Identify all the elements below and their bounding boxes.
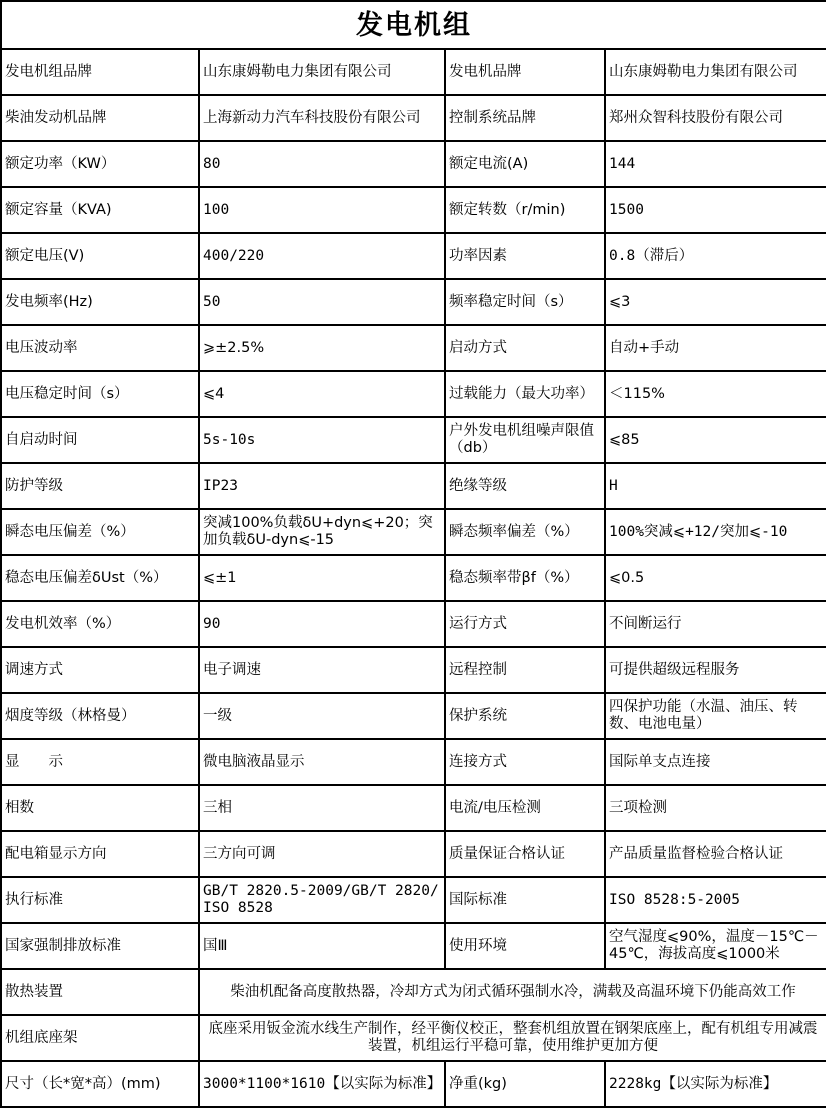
spec-value-cell: 2228kg【以实际为标准】 bbox=[605, 1061, 826, 1107]
spec-value-cell: 1500 bbox=[605, 187, 826, 233]
table-row bbox=[1, 647, 826, 693]
spec-label-cell: 自启动时间 bbox=[1, 417, 199, 463]
spec-label-cell: 户外发电机组噪声限值（db） bbox=[445, 417, 605, 463]
spec-label-cell: 机组底座架 bbox=[1, 1015, 199, 1061]
spec-label-cell: 频率稳定时间（s） bbox=[445, 279, 605, 325]
spec-label-cell: 发电机效率（%） bbox=[1, 601, 199, 647]
spec-value-cell: 上海新动力汽车科技股份有限公司 bbox=[199, 95, 445, 141]
spec-value-cell: 可提供超级远程服务 bbox=[605, 647, 826, 693]
spec-value-cell: IP23 bbox=[199, 463, 445, 509]
table-row bbox=[1, 1015, 826, 1061]
table-row bbox=[1, 95, 826, 141]
table-row bbox=[1, 555, 826, 601]
spec-value-cell: ⩽85 bbox=[605, 417, 826, 463]
table-row bbox=[1, 463, 826, 509]
spec-label-cell: 散热装置 bbox=[1, 969, 199, 1015]
spec-label-cell: 防护等级 bbox=[1, 463, 199, 509]
spec-value-cell: 100 bbox=[199, 187, 445, 233]
table-row bbox=[1, 739, 826, 785]
spec-value-cell: 三相 bbox=[199, 785, 445, 831]
spec-value-cell: 100%突减⩽+12/突加⩽-10 bbox=[605, 509, 826, 555]
spec-label-cell: 绝缘等级 bbox=[445, 463, 605, 509]
spec-value-cell: 四保护功能（水温、油压、转数、电池电量） bbox=[605, 693, 826, 739]
spec-value-cell: 突减100%负载δU+dyn⩽+20；突加负载δU-dyn⩽-15 bbox=[199, 509, 445, 555]
spec-label-cell: 柴油发动机品牌 bbox=[1, 95, 199, 141]
spec-label-cell: 配电箱显示方向 bbox=[1, 831, 199, 877]
spec-value-cell: ⩾±2.5% bbox=[199, 325, 445, 371]
spec-label-cell: 相数 bbox=[1, 785, 199, 831]
spec-value-cell: 山东康姆勒电力集团有限公司 bbox=[199, 49, 445, 95]
spec-label-cell: 连接方式 bbox=[445, 739, 605, 785]
spec-value-cell: ⩽±1 bbox=[199, 555, 445, 601]
spec-label-cell: 额定转数（r/min) bbox=[445, 187, 605, 233]
spec-label-cell: 国际标准 bbox=[445, 877, 605, 923]
spec-label-cell: 额定容量（KVA) bbox=[1, 187, 199, 233]
table-row bbox=[1, 785, 826, 831]
table-row bbox=[1, 923, 826, 969]
spec-label-cell: 额定电流(A) bbox=[445, 141, 605, 187]
spec-label-cell: 烟度等级（林格曼） bbox=[1, 693, 199, 739]
spec-label-cell: 发电机组品牌 bbox=[1, 49, 199, 95]
table-row bbox=[1, 693, 826, 739]
spec-label-cell: 执行标准 bbox=[1, 877, 199, 923]
spec-value-cell: 微电脑液晶显示 bbox=[199, 739, 445, 785]
spec-label-cell: 调速方式 bbox=[1, 647, 199, 693]
table-row bbox=[1, 371, 826, 417]
spec-label-cell: 运行方式 bbox=[445, 601, 605, 647]
table-row bbox=[1, 877, 826, 923]
spec-label-cell: 显 示 bbox=[1, 739, 199, 785]
spec-label-cell: 额定电压(V) bbox=[1, 233, 199, 279]
table-row bbox=[1, 601, 826, 647]
spec-label-cell: 稳态电压偏差δUst（%） bbox=[1, 555, 199, 601]
table-row bbox=[1, 187, 826, 233]
spec-label-cell: 发电频率(Hz) bbox=[1, 279, 199, 325]
spec-value-cell: 80 bbox=[199, 141, 445, 187]
table-title: 发电机组 bbox=[1, 1, 826, 49]
table-row bbox=[1, 417, 826, 463]
spec-label-cell: 保护系统 bbox=[445, 693, 605, 739]
table-row bbox=[1, 49, 826, 95]
spec-value-cell: ISO 8528:5-2005 bbox=[605, 877, 826, 923]
spec-value-cell: 0.8（滞后） bbox=[605, 233, 826, 279]
spec-label-cell: 瞬态电压偏差（%） bbox=[1, 509, 199, 555]
spec-value-cell: 144 bbox=[605, 141, 826, 187]
table-row bbox=[1, 831, 826, 877]
spec-value-cell: 国际单支点连接 bbox=[605, 739, 826, 785]
spec-value-cell: 国Ⅲ bbox=[199, 923, 445, 969]
spec-value-cell: 50 bbox=[199, 279, 445, 325]
spec-value-cell: 产品质量监督检验合格认证 bbox=[605, 831, 826, 877]
spec-value-cell: 400/220 bbox=[199, 233, 445, 279]
table-row bbox=[1, 233, 826, 279]
spec-value-cell: 电子调速 bbox=[199, 647, 445, 693]
spec-label-cell: 控制系统品牌 bbox=[445, 95, 605, 141]
spec-value-cell: 空气湿度⩽90%，温度－15℃－45℃，海拔高度⩽1000米 bbox=[605, 923, 826, 969]
spec-label-cell: 净重(kg) bbox=[445, 1061, 605, 1107]
table-row bbox=[1, 141, 826, 187]
spec-value-cell: 90 bbox=[199, 601, 445, 647]
spec-value-cell: 一级 bbox=[199, 693, 445, 739]
spec-value-cell: ＜115% bbox=[605, 371, 826, 417]
spec-description-cell: 柴油机配备高度散热器，冷却方式为闭式循环强制水冷，满载及高温环境下仍能高效工作 bbox=[199, 969, 826, 1015]
table-row bbox=[1, 509, 826, 555]
spec-label-cell: 国家强制排放标准 bbox=[1, 923, 199, 969]
spec-value-cell: H bbox=[605, 463, 826, 509]
spec-value-cell: 3000*1100*1610【以实际为标准】 bbox=[199, 1061, 445, 1107]
spec-label-cell: 过载能力（最大功率） bbox=[445, 371, 605, 417]
spec-value-cell: 自动+手动 bbox=[605, 325, 826, 371]
spec-label-cell: 瞬态频率偏差（%） bbox=[445, 509, 605, 555]
spec-label-cell: 发电机品牌 bbox=[445, 49, 605, 95]
spec-label-cell: 额定功率（KW） bbox=[1, 141, 199, 187]
spec-value-cell: 郑州众智科技股份有限公司 bbox=[605, 95, 826, 141]
table-row bbox=[1, 969, 826, 1015]
spec-label-cell: 电流/电压检测 bbox=[445, 785, 605, 831]
spec-value-cell: GB/T 2820.5-2009/GB/T 2820/ISO 8528 bbox=[199, 877, 445, 923]
spec-value-cell: 三项检测 bbox=[605, 785, 826, 831]
spec-value-cell: ⩽3 bbox=[605, 279, 826, 325]
spec-label-cell: 电压波动率 bbox=[1, 325, 199, 371]
table-row bbox=[1, 1061, 826, 1107]
spec-table-body bbox=[1, 1, 826, 1107]
spec-description-cell: 底座采用钣金流水线生产制作，经平衡仪校正，整套机组放置在钢架底座上，配有机组专用减震装置，机组运行平稳可靠，使用维护更加方便 bbox=[199, 1015, 826, 1061]
spec-label-cell: 功率因素 bbox=[445, 233, 605, 279]
spec-label-cell: 稳态频率带βf（%） bbox=[445, 555, 605, 601]
spec-value-cell: 5s-10s bbox=[199, 417, 445, 463]
spec-label-cell: 电压稳定时间（s） bbox=[1, 371, 199, 417]
spec-value-cell: ⩽4 bbox=[199, 371, 445, 417]
table-row bbox=[1, 279, 826, 325]
spec-value-cell: ⩽0.5 bbox=[605, 555, 826, 601]
spec-label-cell: 远程控制 bbox=[445, 647, 605, 693]
spec-label-cell: 质量保证合格认证 bbox=[445, 831, 605, 877]
table-row bbox=[1, 325, 826, 371]
spec-value-cell: 不间断运行 bbox=[605, 601, 826, 647]
spec-value-cell: 三方向可调 bbox=[199, 831, 445, 877]
spec-label-cell: 启动方式 bbox=[445, 325, 605, 371]
spec-label-cell: 尺寸（长*宽*高）(mm) bbox=[1, 1061, 199, 1107]
spec-label-cell: 使用环境 bbox=[445, 923, 605, 969]
spec-value-cell: 山东康姆勒电力集团有限公司 bbox=[605, 49, 826, 95]
